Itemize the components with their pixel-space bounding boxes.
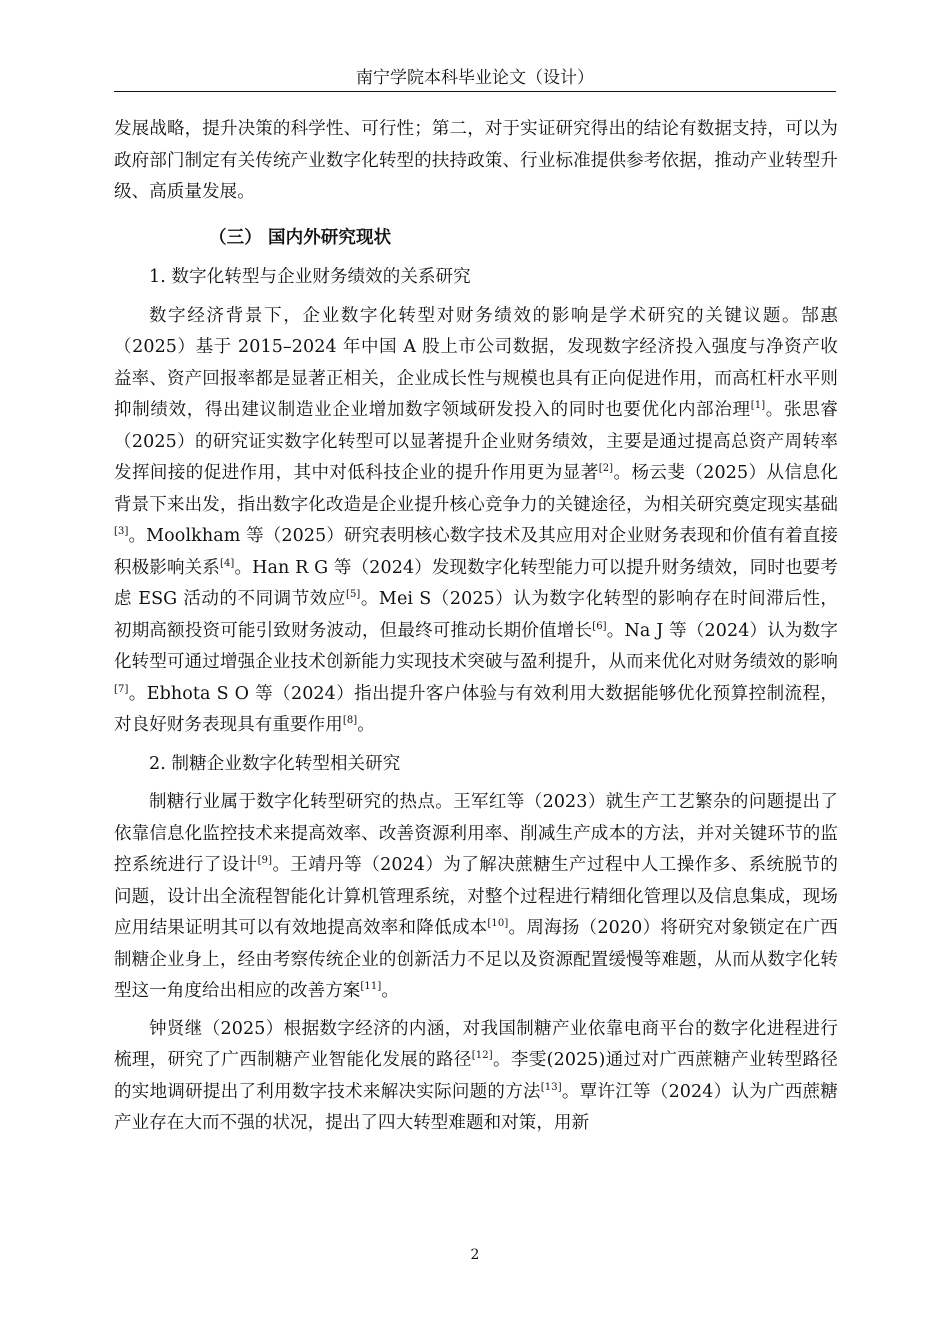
citation-ref: [13] <box>540 1081 562 1093</box>
citation-ref: [11] <box>360 981 382 993</box>
section-heading: （三） 国内外研究现状 <box>209 227 392 248</box>
header-rule <box>114 91 836 92</box>
sentence: 。Ebhota S O 等（2024）指出提升客户体验与有效利用大数据能够优化预算控制流程，对良好财务表现具有重要作用 <box>114 683 838 735</box>
sentence: 。 <box>357 715 375 735</box>
body-text <box>114 114 838 1140</box>
citation-ref: [2] <box>598 463 614 475</box>
sentence: 。Han R G 等（2024）发现数字化转型能力可以提升财务绩效，同时也要考虑 ESG 活动的不同调节效应 <box>114 557 838 609</box>
page-number: 2 <box>470 1247 480 1263</box>
citation-ref: [5] <box>345 589 361 601</box>
sentence: 钟贤继（2025）根据数字经济的内涵，对我国制糖产业依靠电商平台的数字化进程进行梳理，研究了广西制糖产业智能化发展的路径 <box>114 1018 838 1070</box>
sentence: 数字经济背景下，企业数字化转型对财务绩效的影响是学术研究的关键议题。郜惠（2025）基于 2015–2024 年中国 A 股上市公司数据，发现数字经济投入强度与净资产收益率、资产回报率都是显著正相关，企业成长性与规模也具有正向促进作用，而高杠杆水平则抑制绩效，得出建议制造业企业增加数字领域研发投入的同时也要优化内部治理 <box>114 305 838 420</box>
running-header: 南宁学院本科毕业论文（设计） <box>356 68 594 88</box>
citation-ref: [8] <box>342 715 358 727</box>
sentence: 。李雯(2025)通过对广西蔗糖产业转型路径的实地调研提出了利用数字技术来解决实际问题的方法 <box>114 1050 839 1102</box>
subsection-heading-1: 1. 数字化转型与企业财务绩效的关系研究 <box>149 267 471 287</box>
citation-ref: [6] <box>592 620 607 632</box>
paragraph-2 <box>114 787 838 1008</box>
citation-ref: [12] <box>471 1050 493 1062</box>
sentence: 。覃许江等（2024）认为广西蔗糖产业存在大而不强的状况，提出了四大转型难题和对策，用新 <box>114 1081 838 1133</box>
sentence: 。 <box>381 981 399 1001</box>
sentence: 。周海扬（2020）将研究对象锁定在广西制糖企业身上，经由考察传统企业的创新活力不足以及资源配置缓慢等难题，从而从数字化转型这一角度给出相应的改善方案 <box>114 918 838 1001</box>
sentence: 。Moolkham 等（2025）研究表明核心数字技术及其应用对企业财务表现和价值有着直接积极影响关系 <box>114 526 838 578</box>
paragraph-3 <box>114 1014 838 1140</box>
citation-ref: [7] <box>114 683 129 695</box>
paragraph-1 <box>114 301 838 742</box>
sentence: 。张思睿（2025）的研究证实数字化转型可以显著提升企业财务绩效，主要是通过提高总资产周转率发挥间接的促进作用，其中对低科技企业的提升作用更为显著 <box>114 400 838 483</box>
sentence: 。Mei S（2025）认为数字化转型的影响存在时间滞后性，初期高额投资可能引致财务波动，但最终可推动长期价值增长 <box>114 589 838 641</box>
citation-ref: [10] <box>487 918 509 930</box>
sentence: 。王靖丹等（2024）为了解决蔗糖生产过程中人工操作多、系统脱节的问题，设计出全流程智能化计算机管理系统，对整个过程进行精细化管理以及信息集成，现场应用结果证明其可以有效地提高效率和降低成本 <box>114 855 838 938</box>
subsection-heading-2: 2. 制糖企业数字化转型相关研究 <box>149 753 401 774</box>
citation-ref: [1] <box>750 400 766 412</box>
sentence: 制糖行业属于数字化转型研究的热点。王军红等（2023）就生产工艺繁杂的问题提出了依靠信息化监控技术来提高效率、改善资源利用率、削减生产成本的方法，并对关键环节的监控系统进行了设计 <box>114 792 838 875</box>
paragraph-intro-tail: 发展战略，提升决策的科学性、可行性；第二，对于实证研究得出的结论有数据支持，可以为政府部门制定有关传统产业数字化转型的扶持政策、行业标准提供参考依据，推动产业转型升级、高质量发展。 <box>114 119 838 202</box>
sentence: 。杨云斐（2025）从信息化背景下来出发，指出数字化改造是企业提升核心竞争力的关键途径，为相关研究奠定现实基础 <box>114 463 838 515</box>
citation-ref: [9] <box>257 855 273 867</box>
citation-ref: [3] <box>114 526 129 538</box>
citation-ref: [4] <box>219 557 235 569</box>
sentence: 。Na J 等（2024）认为数字化转型可通过增强企业技术创新能力实现技术突破与盈利提升，从而来优化对财务绩效的影响 <box>114 620 838 672</box>
